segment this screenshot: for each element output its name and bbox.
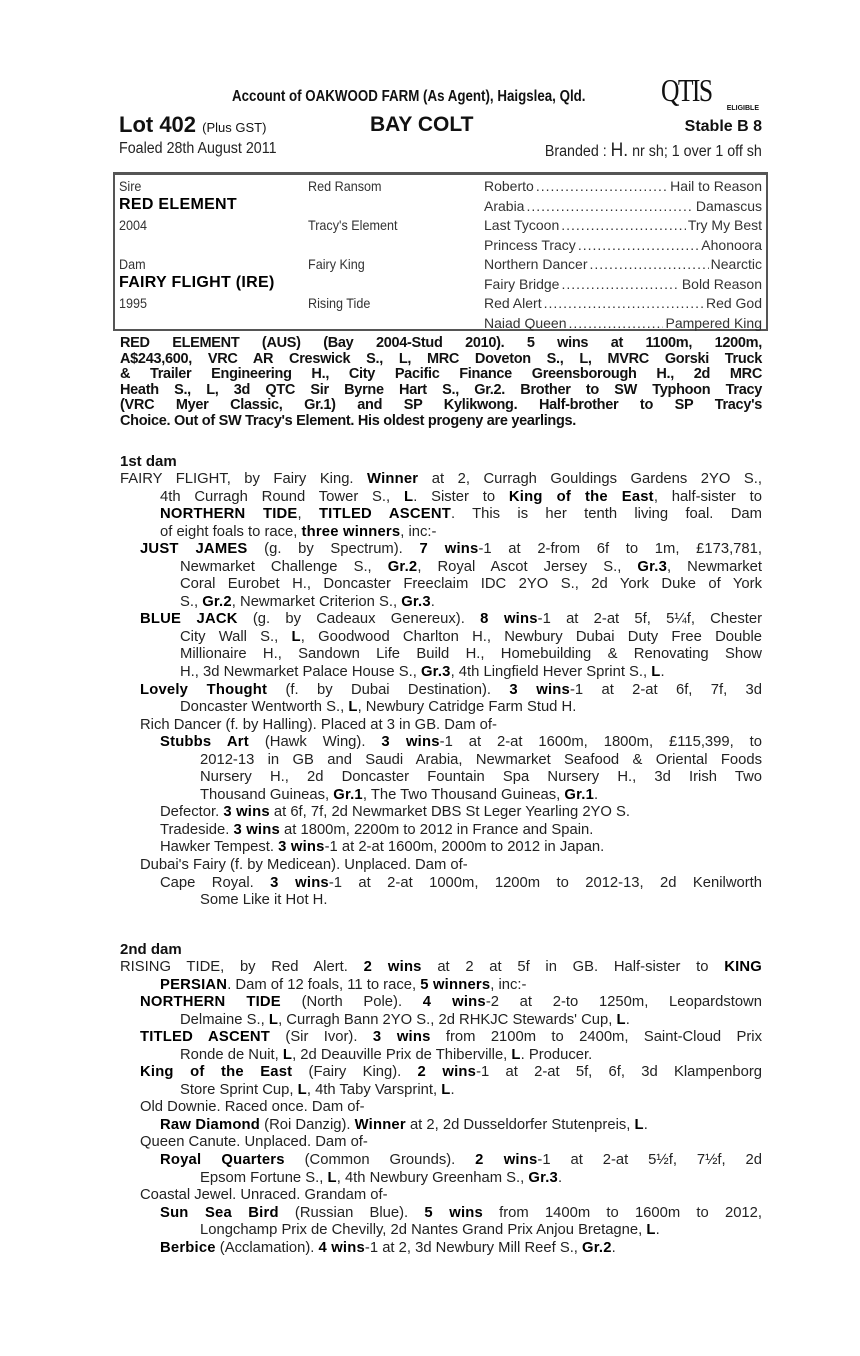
bold-text: L	[327, 1169, 337, 1186]
bold-text: L	[403, 488, 414, 505]
brand-mark: H.	[610, 140, 629, 161]
ancestor-sire: Pampered King	[665, 314, 762, 331]
progeny-entry	[120, 1240, 762, 1258]
progeny-entry	[120, 1117, 762, 1135]
progeny-entry	[120, 717, 762, 735]
bold-text: L	[651, 664, 661, 681]
ancestor-name: Last Tycoon	[484, 217, 560, 233]
bold-text: Gr.2	[582, 1239, 612, 1256]
pedigree-ancestor-row	[484, 178, 762, 194]
sire-summary-line: A$243,600, VRC AR Creswick S., L, MRC Doveton S., L, MVRC Gorski Truck	[120, 350, 762, 367]
entry-line	[120, 875, 762, 893]
text: Delmaine S.,	[180, 1011, 269, 1028]
text: , 4th Lingfield Hever Sprint S.,	[450, 664, 652, 681]
bold-text: Winner	[367, 471, 419, 487]
lot-number	[119, 112, 266, 138]
entry-line	[120, 734, 762, 752]
bold-text: Raw Diamond	[160, 1116, 261, 1133]
bold-text: Winner	[354, 1116, 406, 1133]
text: , 4th Newbury Greenham S.,	[336, 1169, 529, 1186]
bold-text: 5 wins	[424, 1204, 483, 1221]
gst-note: (Plus GST)	[202, 120, 267, 135]
progeny-entry	[120, 1205, 762, 1240]
entry-line	[120, 787, 762, 805]
progeny-entry	[120, 875, 762, 910]
bold-text: L	[291, 628, 301, 645]
entry-line	[120, 839, 762, 857]
bold-text: L	[634, 1116, 644, 1133]
text: -2 at 2-to 1250m, Leopardstown	[485, 994, 762, 1011]
text: -1 at 2-at 1600m, 1800m, £115,399, to	[439, 734, 762, 751]
text: (g. by Cadeaux Genereux).	[237, 611, 481, 628]
progeny-entry	[120, 1152, 762, 1187]
bold-text: 3 wins	[223, 804, 270, 821]
entry-line	[120, 664, 762, 682]
text: 2012-13 in GB and Saudi Arabia, Newmarket Seafood & Oriental Foods	[200, 751, 762, 768]
entry-line	[120, 1012, 762, 1030]
ancestor-sire: Hail to Reason	[670, 178, 762, 194]
bold-text: 3 wins	[270, 874, 329, 891]
entry-line	[120, 717, 762, 735]
text: .	[557, 1169, 563, 1186]
first-dam-section	[120, 471, 762, 910]
text: Millionaire H., Sandown Life Build H., Homebuilding & Renovating Show	[180, 646, 762, 663]
sire-label: Sire	[119, 178, 142, 194]
text: from 1400m to 1600m to 2012,	[482, 1204, 762, 1221]
stable-location: Stable B 8	[684, 118, 762, 135]
text: (Sir Ivor).	[270, 1029, 373, 1046]
entry-line	[120, 769, 762, 787]
text: -1 at 2-at 6f, 7f, 3d	[569, 681, 762, 698]
text: RISING TIDE, by Red Alert.	[120, 959, 364, 975]
bold-text: Gr.1	[564, 786, 594, 803]
text: , inc:-	[490, 976, 527, 993]
text: (Common Grounds).	[284, 1152, 476, 1169]
entry-line	[120, 959, 762, 977]
bold-text: 2 wins	[475, 1152, 538, 1169]
entry-line	[120, 977, 762, 995]
text: -1 at 2-at 5f, 6f, 3d Klampenborg	[476, 1064, 762, 1081]
text: , Royal Ascot Jersey S.,	[417, 558, 638, 575]
ancestor-name: Roberto	[484, 178, 534, 194]
text: , half-sister to	[653, 488, 763, 505]
sire-summary-line: Heath S., L, 3d QTC Sir Byrne Hart S., Gr.2. Brother to SW Typhoon Tracy	[120, 381, 762, 398]
dam-year: 1995	[119, 295, 148, 311]
ancestor-sire: Ahonoora	[701, 236, 762, 253]
bold-text: L	[348, 699, 358, 716]
bold-text: 3 wins	[509, 681, 570, 698]
text: . Sister to	[413, 488, 509, 505]
pedigree-ancestor-row	[484, 198, 762, 214]
bold-text: L	[511, 1046, 521, 1063]
text: (g. by Spectrum).	[247, 541, 420, 558]
bold-text: Stubbs Art	[160, 734, 249, 751]
bold-text: L	[646, 1222, 656, 1239]
text: (North Pole).	[280, 994, 423, 1011]
text: , Newmarket	[667, 558, 762, 575]
text: ,	[297, 506, 319, 523]
text: , Newmarket Criterion S.,	[231, 593, 402, 610]
granddam-paternal: Tracy's Element	[308, 217, 398, 233]
dot-leader	[590, 256, 709, 272]
text: Ronde de Nuit,	[180, 1046, 283, 1063]
text: -1 at 2-at 5f, 5¼f, Chester	[537, 611, 762, 628]
entry-line	[120, 541, 762, 559]
text: Rich Dancer (f. by Halling). Placed at 3 in GB. Dam of-	[140, 716, 497, 733]
bold-text: TITLED ASCENT	[140, 1029, 271, 1046]
bold-text: three winners	[301, 523, 401, 540]
ancestor-name: Northern Dancer	[484, 256, 588, 272]
ancestor-sire: Nearctic	[710, 256, 762, 272]
bold-text: Gr.3	[528, 1169, 558, 1186]
bold-text: King of the East	[140, 1064, 293, 1081]
progeny-entry	[120, 804, 762, 822]
brand-info	[545, 140, 762, 162]
text: Thousand Guineas,	[200, 786, 334, 803]
entry-line	[120, 1240, 762, 1258]
bold-text: Sun Sea Bird	[160, 1204, 279, 1221]
bold-text: 3 wins	[233, 821, 280, 838]
entry-line	[120, 611, 762, 629]
bold-text: 3 wins	[381, 734, 440, 751]
pedigree-table	[113, 172, 768, 331]
bold-text: King of the East	[508, 488, 654, 505]
text: Defector.	[160, 804, 224, 821]
ancestor-sire: Damascus	[695, 197, 762, 214]
text: Cape Royal.	[160, 874, 271, 891]
text: Old Downie. Raced once. Dam of-	[140, 1099, 365, 1116]
bold-text: Gr.2	[387, 558, 418, 575]
ancestor-sire: Red God	[705, 295, 762, 311]
progeny-entry	[120, 682, 762, 717]
bold-text: L	[268, 1011, 279, 1028]
bold-text: L	[616, 1011, 626, 1028]
text: .	[643, 1116, 648, 1133]
progeny-entry	[120, 1099, 762, 1117]
ancestor-sire: Try My Best	[687, 217, 762, 233]
dot-leader	[578, 237, 699, 253]
progeny-entry	[120, 541, 762, 611]
ancestor-name: Fairy Bridge	[484, 275, 560, 292]
entry-line	[120, 804, 762, 822]
entry-line	[120, 994, 762, 1012]
text: Some Like it Hot H.	[200, 892, 328, 909]
text: -1 at 2-from 6f to 1m, £173,781,	[478, 541, 762, 558]
progeny-entry	[120, 1029, 762, 1064]
progeny-entry	[120, 959, 762, 994]
text: (Russian Blue).	[278, 1204, 425, 1221]
dot-leader	[536, 178, 668, 194]
text: (f. by Dubai Destination).	[267, 681, 510, 698]
text: FAIRY FLIGHT, by Fairy King.	[120, 471, 368, 487]
text: from 2100m to 2400m, Saint-Cloud Prix	[430, 1029, 762, 1046]
progeny-entry	[120, 857, 762, 875]
grandsire-paternal: Red Ransom	[308, 178, 382, 194]
entry-line	[120, 892, 762, 910]
progeny-entry	[120, 611, 762, 681]
bold-text: L	[282, 1046, 293, 1063]
dot-leader	[561, 217, 686, 233]
progeny-entry	[120, 1064, 762, 1099]
entry-line	[120, 1029, 762, 1047]
bold-text: 5 winners	[420, 976, 491, 993]
bold-text: 4 wins	[422, 994, 486, 1011]
text: Doncaster Wentworth S.,	[180, 699, 349, 716]
text: at 1800m, 2200m to 2012 in France and Spain.	[279, 821, 594, 838]
text: Store Sprint Cup,	[180, 1081, 298, 1098]
text: (Fairy King).	[292, 1064, 418, 1081]
dot-leader	[544, 295, 704, 311]
entry-line	[120, 752, 762, 770]
bold-text: NORTHERN TIDE	[140, 994, 281, 1011]
text: City Wall S.,	[180, 628, 292, 645]
ancestor-sire: Bold Reason	[681, 275, 762, 292]
text: (Acclamation).	[215, 1239, 319, 1256]
entry-line	[120, 822, 762, 840]
text: . Producer.	[520, 1046, 593, 1063]
text: . This is her tenth living foal. Dam	[450, 506, 762, 523]
bold-text: Gr.2	[202, 593, 232, 610]
text: -1 at 2-at 1600m, 2000m to 2012 in Japan.	[324, 839, 605, 856]
entry-line	[120, 1064, 762, 1082]
ancestor-name: Arabia	[484, 197, 525, 214]
text: .	[660, 664, 665, 681]
text: (Hawk Wing).	[248, 734, 382, 751]
entry-line	[120, 1082, 762, 1100]
entry-line	[120, 524, 762, 542]
ancestor-name: Red Alert	[484, 295, 542, 311]
text: at 2 at 5f in GB. Half-sister to	[421, 959, 725, 975]
entry-line	[120, 506, 762, 524]
text: at 6f, 7f, 2d Newmarket DBS St Leger Yearling 2YO S.	[269, 804, 631, 821]
text: -1 at 2, 3d Newbury Mill Reef S.,	[364, 1239, 583, 1256]
bold-text: 3 wins	[372, 1029, 431, 1046]
text: 4th Curragh Round Tower S.,	[160, 488, 404, 505]
entry-line	[120, 1117, 762, 1135]
vendor-account: Account of OAKWOOD FARM (As Agent), Haigslea, Qld.	[232, 88, 586, 105]
text: Epsom Fortune S.,	[200, 1169, 328, 1186]
branded-detail: nr sh; 1 over 1 off sh	[628, 143, 762, 160]
sire-summary	[120, 336, 762, 429]
text: Longchamp Prix de Chevilly, 2d Nantes Grand Prix Anjou Bretagne,	[200, 1222, 647, 1239]
progeny-entry	[120, 1134, 762, 1152]
qtis-eligible-logo: QTIS ELIGIBLE	[661, 72, 759, 112]
text: Hawker Tempest.	[160, 839, 279, 856]
text: Tradeside.	[160, 821, 234, 838]
pedigree-ancestor-row	[484, 256, 762, 272]
progeny-entry	[120, 734, 762, 804]
bold-text: KING	[724, 959, 762, 975]
grandsire-maternal: Fairy King	[308, 256, 365, 272]
entry-line	[120, 576, 762, 594]
text: , Newbury Catridge Farm Stud H.	[357, 699, 577, 716]
text: Dubai's Fairy (f. by Medicean). Unplaced. Dam of-	[140, 857, 468, 874]
dot-leader	[561, 276, 679, 292]
entry-line	[120, 1187, 762, 1205]
entry-line	[120, 594, 762, 612]
text: , Curragh Bann 2YO S., 2d RHKJC Stewards' Cup,	[278, 1011, 617, 1028]
text: . Dam of 12 foals, 11 to race,	[227, 976, 421, 993]
bold-text: Lovely Thought	[140, 681, 268, 698]
pedigree-ancestor-row	[484, 217, 762, 233]
ancestor-name: Naiad Queen	[484, 314, 567, 331]
text: Coastal Jewel. Unraced. Grandam of-	[140, 1187, 388, 1204]
ancestor-name: Princess Tracy	[484, 236, 576, 253]
progeny-entry	[120, 1187, 762, 1205]
sire-summary-line: & Trailer Engineering H., City Pacific Finance Greensborough H., 2d MRC	[120, 366, 762, 382]
sire-year: 2004	[119, 217, 148, 233]
bold-text: Gr.3	[420, 664, 451, 681]
progeny-entry	[120, 839, 762, 857]
text: .	[655, 1222, 660, 1239]
entry-line	[120, 857, 762, 875]
bold-text: Gr.3	[401, 593, 431, 610]
text: S.,	[180, 593, 203, 610]
text: .	[611, 1239, 616, 1256]
text: H., 3d Newmarket Palace House S.,	[180, 664, 421, 681]
progeny-entry	[120, 822, 762, 840]
foaled-date: Foaled 28th August 2011	[119, 140, 277, 157]
bold-text: 2 wins	[363, 959, 422, 975]
first-dam-heading: 1st dam	[120, 453, 177, 470]
entry-line	[120, 471, 762, 489]
text: Newmarket Challenge S.,	[180, 558, 388, 575]
text: .	[450, 1081, 455, 1098]
text: , inc:-	[400, 523, 437, 540]
bold-text: L	[297, 1081, 307, 1098]
entry-line	[120, 1099, 762, 1117]
sire-summary-line: Choice. Out of SW Tracy's Element. His oldest progeny are yearlings.	[120, 412, 577, 429]
second-dam-heading: 2nd dam	[120, 941, 182, 958]
bold-text: Gr.1	[333, 786, 363, 803]
text: .	[430, 593, 435, 610]
bold-text: PERSIAN	[160, 976, 228, 993]
text: Nursery H., 2d Doncaster Fountain Spa Nursery H., 3d Irish Two	[200, 769, 762, 786]
entry-line	[120, 682, 762, 700]
bold-text: L	[441, 1081, 451, 1098]
lot-label: Lot 402	[119, 112, 197, 137]
text: , The Two Thousand Guineas,	[362, 786, 565, 803]
bold-text: Berbice	[160, 1239, 216, 1256]
sire-summary-line: (VRC Myer Classic, Gr.1) and SP Kylikwong. Half-brother to SP Tracy's	[120, 397, 762, 413]
horse-description: BAY COLT	[370, 113, 474, 136]
progeny-entry	[120, 994, 762, 1029]
pedigree-ancestor-row	[484, 295, 762, 311]
bold-text: 7 wins	[419, 541, 479, 558]
pedigree-ancestor-row	[484, 315, 762, 331]
bold-text: 2 wins	[417, 1064, 477, 1081]
bold-text: Gr.3	[637, 558, 667, 575]
second-dam-section	[120, 959, 762, 1257]
bold-text: 4 wins	[318, 1239, 365, 1256]
text: (Roi Danzig).	[260, 1116, 355, 1133]
dam-label: Dam	[119, 256, 146, 272]
dot-leader	[526, 198, 693, 214]
text: of eight foals to race,	[160, 523, 302, 540]
text: , Goodwood Charlton H., Newbury Dubai Duty Free Double	[300, 628, 762, 645]
sire-name: RED ELEMENT	[119, 196, 237, 213]
dam-name: FAIRY FLIGHT (IRE)	[119, 274, 275, 291]
entry-line	[120, 629, 762, 647]
text: -1 at 2-at 1000m, 1200m to 2012-13, 2d Kenilworth	[328, 874, 763, 891]
sire-summary-line: RED ELEMENT (AUS) (Bay 2004-Stud 2010). 5 wins at 1100m, 1200m,	[120, 335, 762, 351]
granddam-maternal: Rising Tide	[308, 295, 371, 311]
text: , 2d Deauville Prix de Thiberville,	[292, 1046, 512, 1063]
text: .	[625, 1011, 630, 1028]
bold-text: NORTHERN TIDE	[160, 506, 298, 523]
pedigree-ancestor-row	[484, 237, 762, 253]
progeny-entry	[120, 471, 762, 541]
entry-line	[120, 1152, 762, 1170]
entry-line	[120, 1134, 762, 1152]
entry-line	[120, 699, 762, 717]
pedigree-ancestor-row	[484, 276, 762, 292]
entry-line	[120, 489, 762, 507]
bold-text: TITLED ASCENT	[318, 506, 451, 523]
text: -1 at 2-at 5½f, 7½f, 2d	[537, 1152, 762, 1169]
bold-text: BLUE JACK	[140, 611, 238, 628]
bold-text: 8 wins	[480, 611, 538, 628]
text: .	[594, 786, 599, 803]
dot-leader	[569, 315, 664, 331]
bold-text: 3 wins	[278, 839, 325, 856]
entry-line	[120, 559, 762, 577]
text: , 4th Taby Varsprint,	[306, 1081, 442, 1098]
entry-line	[120, 1222, 762, 1240]
text: Coral Eurobet H., Doncaster Freeclaim IDC 2YO S., 2d York Duke of York	[180, 576, 762, 593]
text: at 2, Curragh Gouldings Gardens 2YO S.,	[418, 471, 762, 487]
entry-line	[120, 1170, 762, 1188]
entry-line	[120, 646, 762, 664]
entry-line	[120, 1205, 762, 1223]
entry-line	[120, 1047, 762, 1065]
branded-label: Branded :	[545, 143, 611, 160]
bold-text: JUST JAMES	[140, 541, 248, 558]
text: Queen Canute. Unplaced. Dam of-	[140, 1134, 368, 1151]
text: at 2, 2d Dusseldorfer Stutenpreis,	[405, 1116, 635, 1133]
bold-text: Royal Quarters	[160, 1152, 285, 1169]
